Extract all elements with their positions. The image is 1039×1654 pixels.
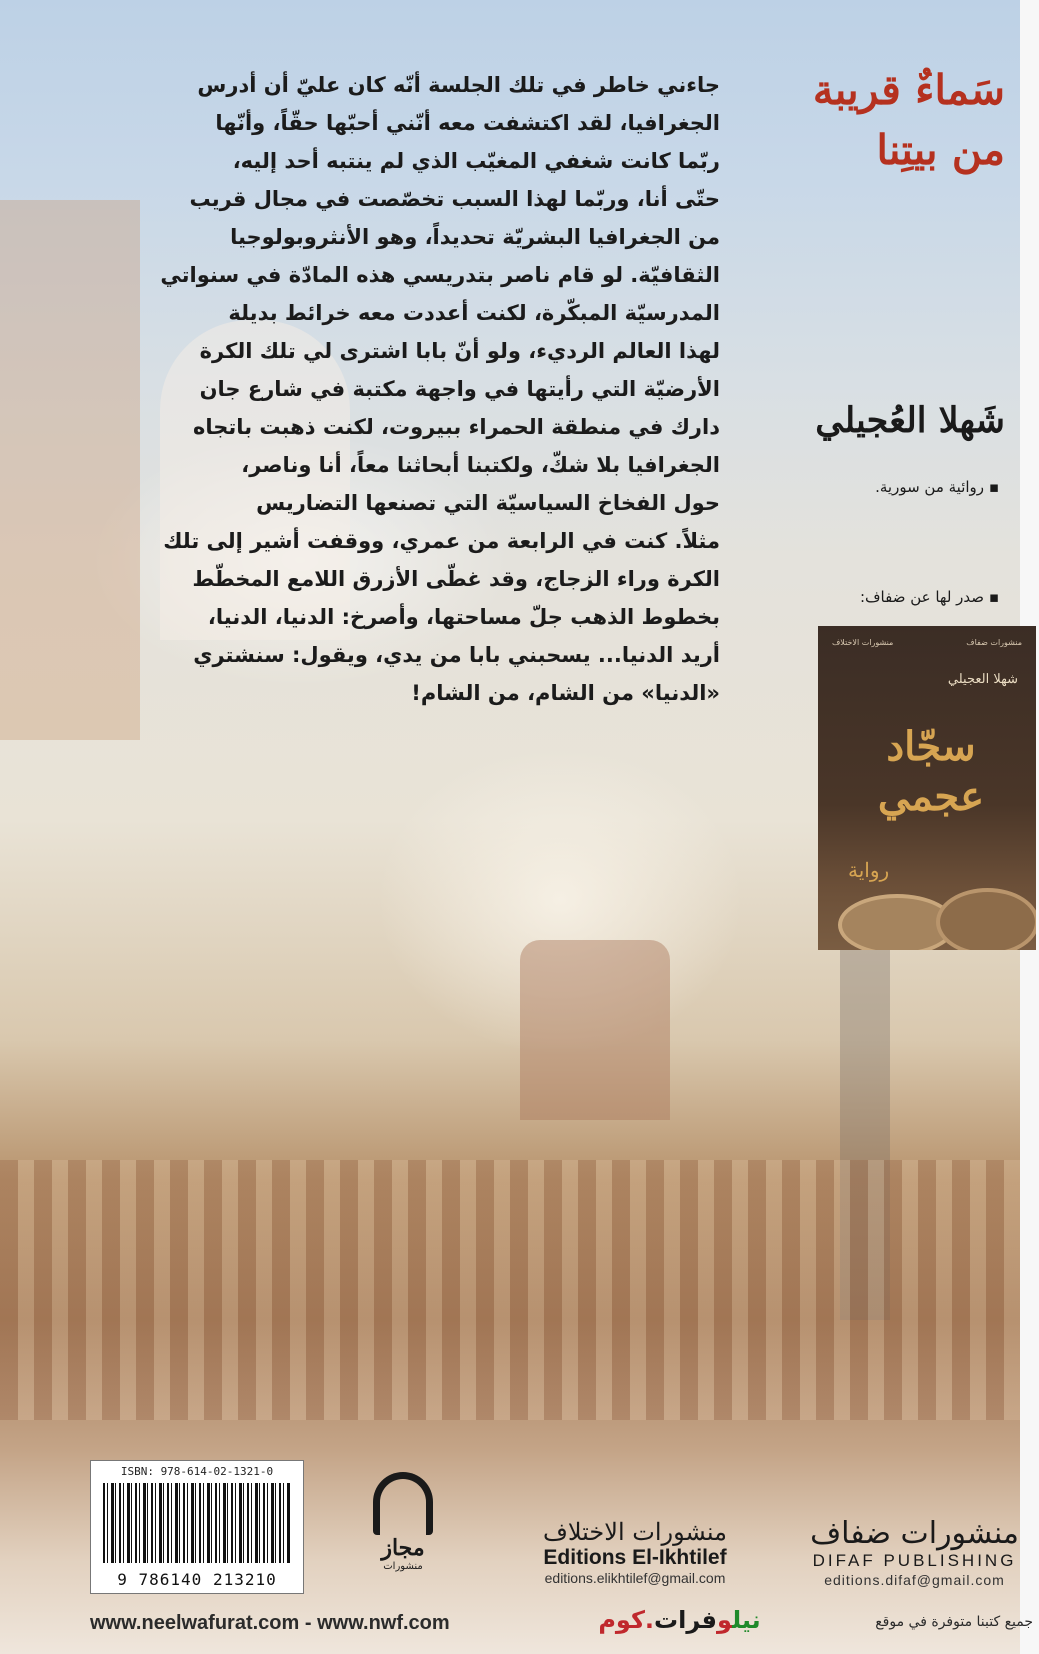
excerpt-line: حتّى أنا، وربّما لهذا السبب تخصّصت في مجال قريب — [189, 187, 720, 211]
majaz-subtitle: منشورات — [383, 1561, 423, 1572]
book-title-line2: من بيتِنا — [876, 126, 1005, 174]
mini-publisher-label-2: منشورات الاختلاف — [832, 638, 894, 647]
mini-cover-genre: رواية — [848, 858, 890, 882]
excerpt-line: «الدنيا» من الشام، من الشام! — [411, 681, 720, 705]
mini-cover-author: شهلا العجيلي — [947, 672, 1018, 687]
author-note-genre — [739, 478, 999, 496]
excerpt-line: حول الفخاخ السياسيّة التي تصنعها التضاريس — [256, 491, 720, 515]
isbn-number: ISBN: 978-614-02-1321-0 — [120, 1465, 274, 1478]
mini-publisher-label: منشورات ضفاف — [966, 638, 1022, 647]
nwf-logo-part4: .كوم — [598, 1606, 655, 1634]
book-title — [755, 60, 1005, 180]
bullet-icon: ▪ — [988, 478, 999, 496]
majaz-publisher-logo — [368, 1472, 438, 1602]
bullet-icon: ▪ — [988, 588, 999, 606]
difaf-english-name: DIFAF PUBLISHING — [812, 1551, 1017, 1570]
excerpt-line: الكرة وراء الزجاج، وقد غطّى الأزرق اللامع المخطّط — [192, 567, 720, 591]
excerpt-line: ربّما كانت شغفي المغيّب الذي لم ينتبه أحد إليه، — [232, 149, 720, 173]
availability-text: جميع كتبنا متوفرة في موقع — [875, 1614, 1033, 1630]
book-excerpt — [90, 66, 720, 712]
ikhtilef-english-name: Editions El-Ikhtilef — [543, 1546, 727, 1569]
ean-number: 9 786140 213210 — [117, 1570, 277, 1589]
note-published-text: صدر لها عن ضفاف: — [859, 588, 985, 606]
excerpt-line: الجغرافيا بلا شكّ، ولكتبنا أبحاثنا معاً، أنا وناصر، — [241, 453, 720, 477]
difaf-email: editions.difaf@gmail.com — [824, 1572, 1005, 1588]
ikhtilef-email: editions.elikhtilef@gmail.com — [544, 1570, 726, 1586]
difaf-arabic-name: منشورات ضفاف — [810, 1516, 1019, 1551]
book-title-line1: سَماءٌ قريبة — [812, 66, 1005, 114]
ikhtilef-publisher — [520, 1518, 750, 1586]
background-chimney — [520, 940, 670, 1120]
isbn-barcode — [90, 1460, 304, 1594]
websites-text: www.neelwafurat.com - www.nwf.com — [90, 1612, 450, 1634]
pottery-cup-image — [936, 888, 1036, 950]
excerpt-line: الأرضيّة التي رأيتها في واجهة مكتبة في شارع جان — [199, 377, 720, 401]
author-name: شَهلا العُجيلي — [815, 400, 1005, 441]
nwf-logo-part3: فرات — [654, 1606, 718, 1634]
excerpt-line: الجغرافيا، لقد اكتشفت معه أنّني أحبّها حقّاً، وأنّها — [215, 111, 720, 135]
excerpt-line: المدرسيّة المبكّرة، لكنت أعددت معه خرائط بديلة — [228, 301, 720, 325]
previous-book-cover — [818, 626, 1036, 950]
majaz-name: مجاز — [381, 1535, 425, 1561]
nwf-logo-part2: و — [717, 1606, 733, 1634]
neelwafurat-logo — [572, 1606, 787, 1634]
mini-cover-title: سجّاد عجمي — [877, 723, 985, 820]
excerpt-line: دارك في منطقة الحمراء ببيروت، لكنت ذهبت باتجاه — [193, 415, 720, 439]
excerpt-line: بخطوط الذهب جلّ مساحتها، وأصرخ: الدنيا، الدنيا، — [207, 605, 720, 629]
excerpt-line: مثلاً. كنت في الرابعة من عمري، ووقفت أشير إلى تلك — [163, 529, 720, 553]
author-note-published — [739, 588, 999, 606]
ikhtilef-arabic-name: منشورات الاختلاف — [542, 1518, 728, 1546]
background-rooftops — [0, 1160, 1039, 1420]
horseshoe-icon — [373, 1472, 433, 1535]
excerpt-line: أريد الدنيا... يسحبني بابا من يدي، ويقول: سنشتري — [193, 643, 720, 667]
excerpt-line: الثقافيّة. لو قام ناصر بتدريسي هذه المادّة في سنواتي — [160, 263, 720, 287]
note-genre-text: روائية من سورية. — [875, 478, 985, 496]
excerpt-line: لهذا العالم الرديء، ولو أنّ بابا اشترى لي تلك الكرة — [199, 339, 720, 363]
nwf-logo-part1: نيل — [732, 1606, 761, 1634]
barcode-icon — [103, 1483, 291, 1563]
excerpt-line: جاءني خاطر في تلك الجلسة أنّه كان عليّ أن أدرس — [197, 73, 720, 97]
excerpt-line: من الجغرافيا البشريّة تحديداً، وهو الأنثروبولوجيا — [230, 225, 720, 249]
difaf-publisher — [792, 1518, 1037, 1588]
